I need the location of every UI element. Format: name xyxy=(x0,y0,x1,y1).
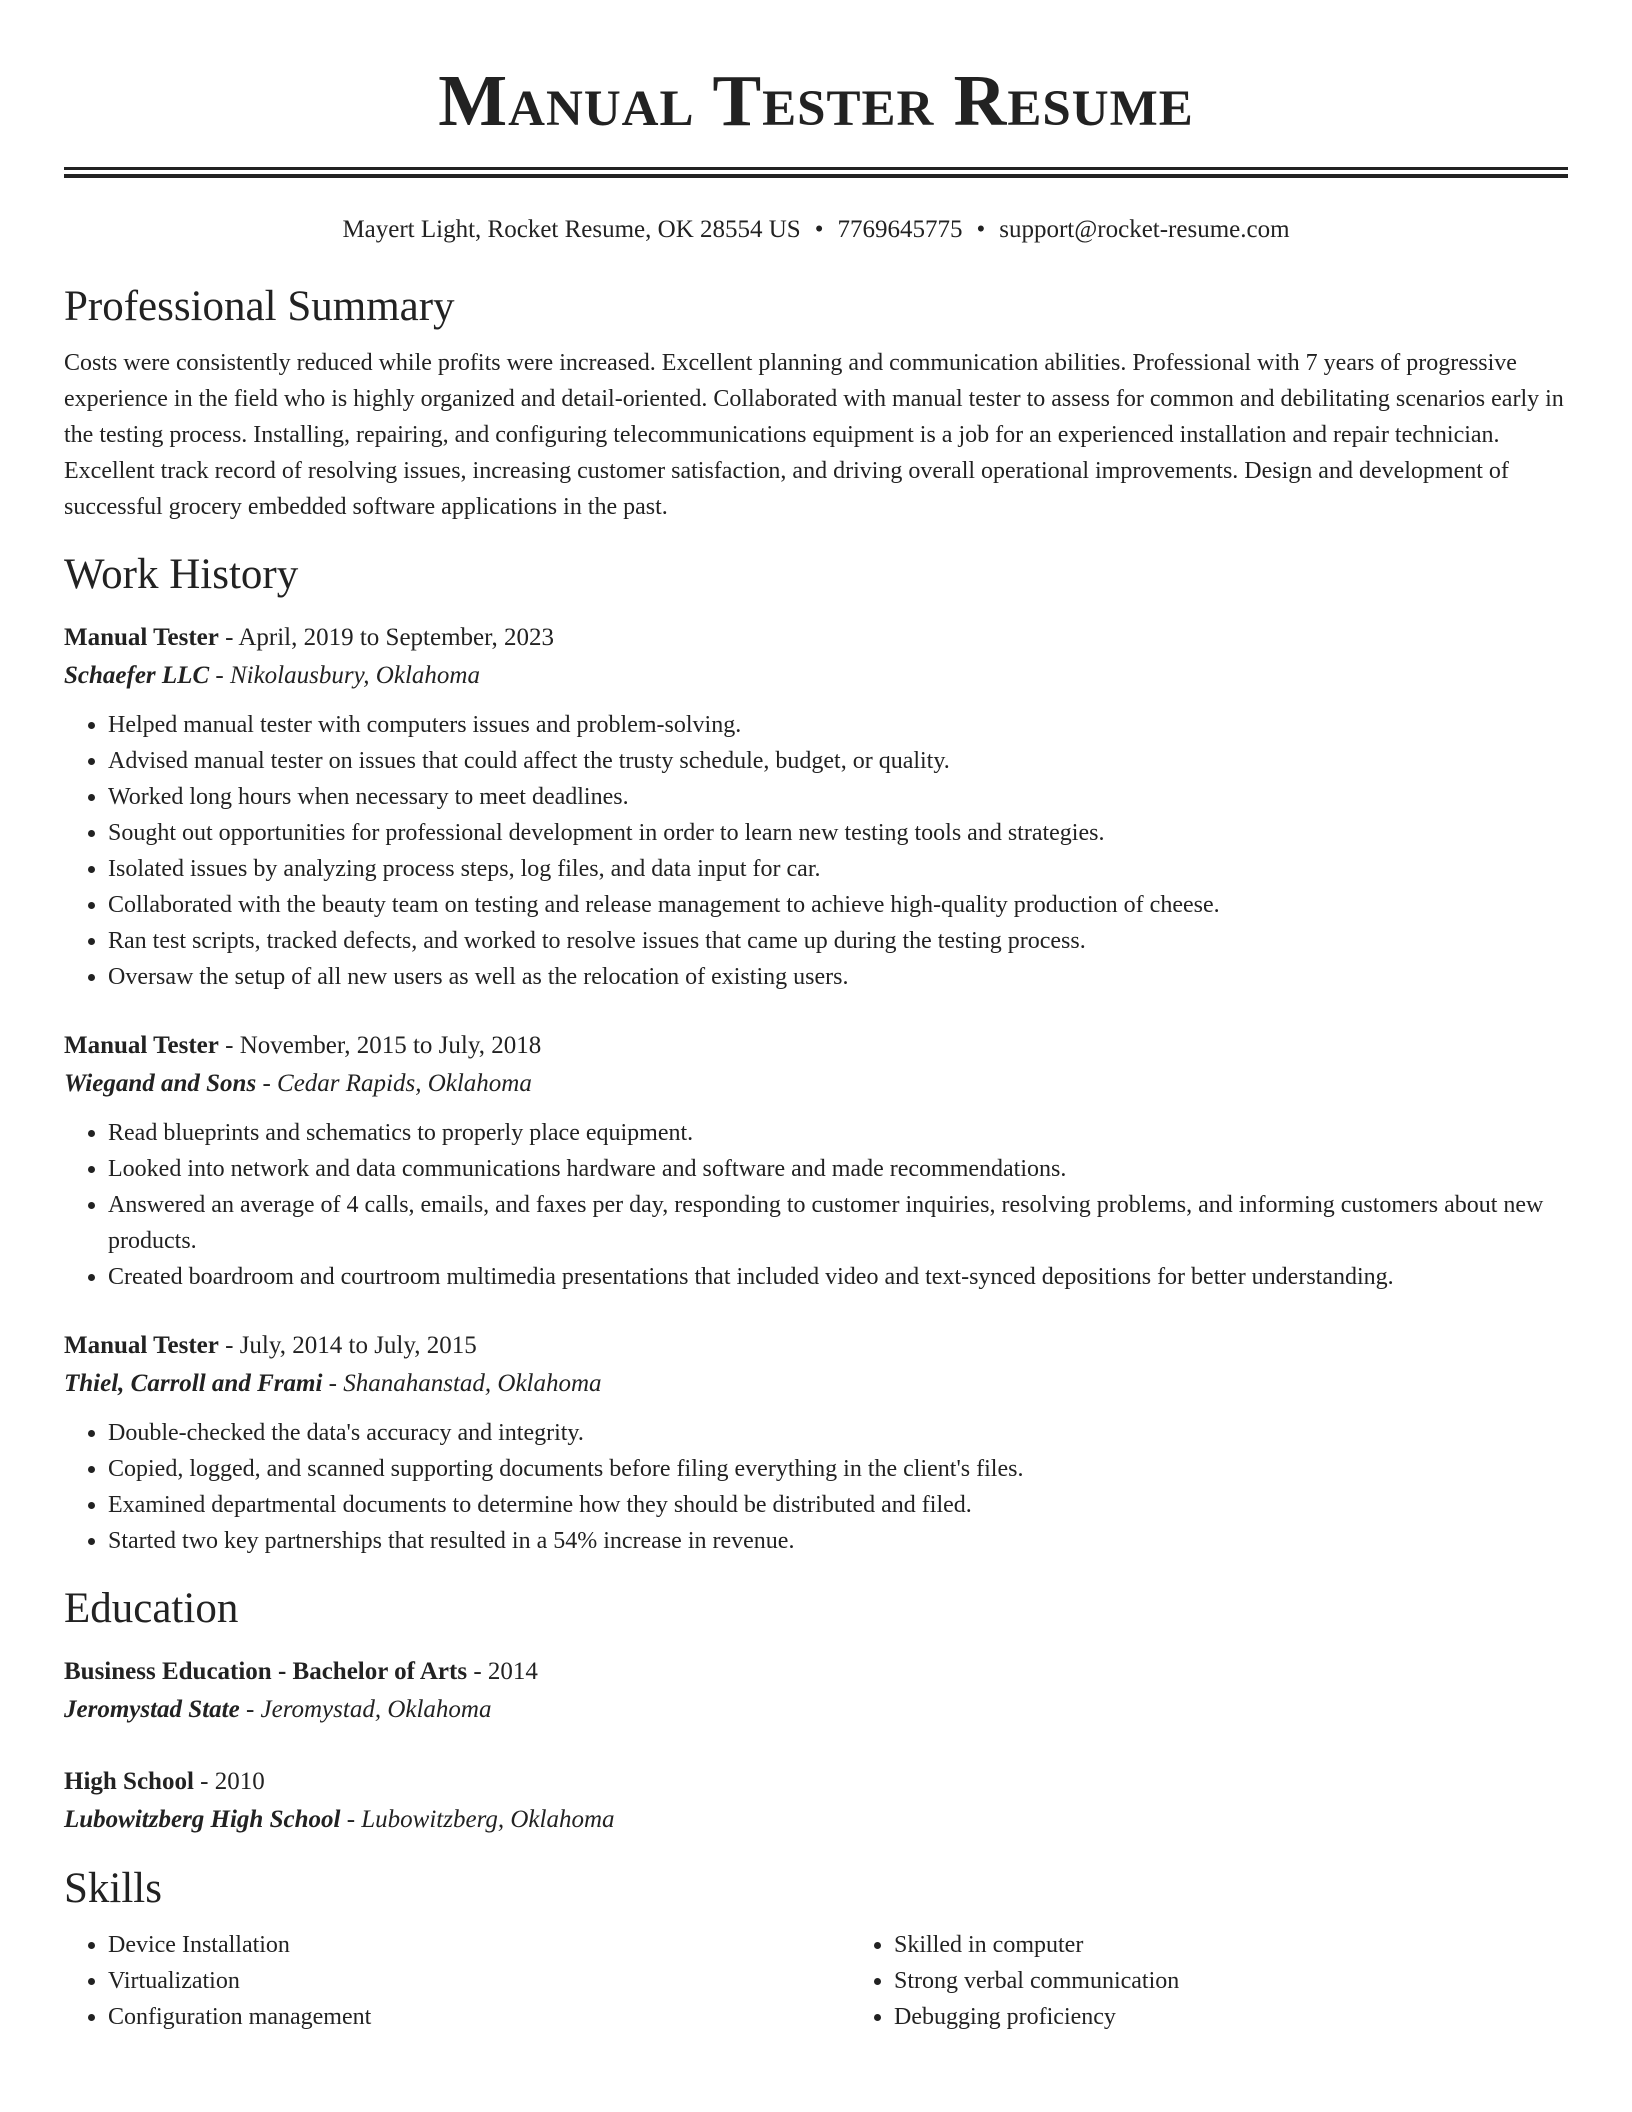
contact-separator: • xyxy=(814,216,824,243)
education-degree: High School xyxy=(64,1768,194,1795)
list-item: • Worked long hours when necessary to meet deadlines. xyxy=(108,779,1568,815)
list-item: • Oversaw the setup of all new users as well as the relocation of existing users. xyxy=(108,959,1568,995)
skill-item: • Device Installation xyxy=(108,1927,850,1963)
job-entry xyxy=(64,1327,1568,1559)
list-item: • Advised manual tester on issues that could affect the trusty schedule, budget, or quality. xyxy=(108,743,1568,779)
job-location: - Cedar Rapids, Oklahoma xyxy=(256,1070,532,1097)
list-item: • Looked into network and data communications hardware and software and made recommendations. xyxy=(108,1151,1568,1187)
list-item: • Collaborated with the beauty team on testing and release management to achieve high-quality production of cheese. xyxy=(108,887,1568,923)
list-item: • Ran test scripts, tracked defects, and worked to resolve issues that came up during the testing process. xyxy=(108,923,1568,959)
job-dates: - November, 2015 to July, 2018 xyxy=(218,1032,542,1059)
job-header xyxy=(64,619,1568,657)
skill-item: • Virtualization xyxy=(108,1963,850,1999)
job-company: Thiel, Carroll and Frami xyxy=(64,1370,323,1397)
education-school: Jeromystad State xyxy=(64,1696,240,1723)
job-company: Wiegand and Sons xyxy=(64,1070,257,1097)
resume-title: Manual Tester Resume xyxy=(438,60,1194,141)
job-entry xyxy=(64,1027,1568,1295)
summary-heading: Professional Summary xyxy=(64,283,455,330)
education-institution xyxy=(64,1801,1568,1839)
skill-item: • Skilled in computer xyxy=(894,1927,1632,1963)
list-item: • Sought out opportunities for professional development in order to learn new testing tools and strategies. xyxy=(108,815,1568,851)
contact-phone: 7769645775 xyxy=(837,216,963,243)
list-item: • Copied, logged, and scanned supporting documents before filing everything in the client's files. xyxy=(108,1451,1568,1487)
skill-item: • Strong verbal communication xyxy=(894,1963,1632,1999)
contact-separator: • xyxy=(976,216,986,243)
job-header xyxy=(64,1327,1568,1365)
list-item: • Examined departmental documents to determine how they should be distributed and filed. xyxy=(108,1487,1568,1523)
title-divider xyxy=(64,167,1568,178)
list-item: • Answered an average of 4 calls, emails, and faxes per day, responding to customer inquiries, resolving problems, and informing customers about new products. xyxy=(108,1187,1568,1259)
job-dates: - April, 2019 to September, 2023 xyxy=(218,624,554,651)
contact-address: Mayert Light, Rocket Resume, OK 28554 US xyxy=(342,216,801,243)
education-institution xyxy=(64,1691,1568,1729)
job-duties xyxy=(64,1115,1568,1295)
education-header xyxy=(64,1763,1568,1801)
list-item: • Created boardroom and courtroom multimedia presentations that included video and text-synced depositions for better understanding. xyxy=(108,1259,1568,1295)
list-item: • Read blueprints and schematics to properly place equipment. xyxy=(108,1115,1568,1151)
job-role: Manual Tester xyxy=(64,1032,219,1059)
job-duties xyxy=(64,1415,1568,1559)
education-location: - Jeromystad, Oklahoma xyxy=(239,1696,492,1723)
education-year: - 2010 xyxy=(193,1768,265,1795)
job-location: - Nikolausbury, Oklahoma xyxy=(209,662,480,689)
skill-item: • Debugging proficiency xyxy=(894,1999,1632,2035)
job-dates: - July, 2014 to July, 2015 xyxy=(218,1332,477,1359)
list-item: • Helped manual tester with computers issues and problem-solving. xyxy=(108,707,1568,743)
job-entry xyxy=(64,619,1568,995)
skills-grid xyxy=(64,1927,1568,2035)
list-item: • Isolated issues by analyzing process steps, log files, and data input for car. xyxy=(108,851,1568,887)
education-entry xyxy=(64,1653,1568,1729)
skills-heading: Skills xyxy=(64,1865,162,1912)
contact-email: support@rocket-resume.com xyxy=(999,216,1290,243)
job-header xyxy=(64,1027,1568,1065)
skills-column-right xyxy=(850,1927,1632,2035)
summary-text: Costs were consistently reduced while profits were increased. Excellent planning and communication abilities. Professional with 7 years of progressive experience in the field who is highly organized and detail-oriented. Collaborated with manual tester to assess for common and debilitating scenarios early in the testing process. Installing, repairing, and configuring telecommunications equipment is a job for an experienced installation and repair technician. Excellent track record of resolving issues, increasing customer satisfaction, and driving overall operational improvements. Design and development of successful grocery embedded software applications in the past. xyxy=(64,350,1564,520)
education-heading: Education xyxy=(64,1585,239,1632)
job-duties xyxy=(64,707,1568,995)
job-employer xyxy=(64,657,1568,695)
skill-item: • Configuration management xyxy=(108,1999,850,2035)
skills-column-left xyxy=(64,1927,850,2035)
contact-line xyxy=(64,215,1568,245)
job-role: Manual Tester xyxy=(64,624,219,651)
job-employer xyxy=(64,1065,1568,1103)
list-item: • Double-checked the data's accuracy and integrity. xyxy=(108,1415,1568,1451)
education-school: Lubowitzberg High School xyxy=(64,1806,341,1833)
job-location: - Shanahanstad, Oklahoma xyxy=(322,1370,602,1397)
job-company: Schaefer LLC xyxy=(64,662,210,689)
work-history-heading: Work History xyxy=(64,551,299,598)
education-degree: Business Education - Bachelor of Arts xyxy=(64,1658,468,1685)
job-role: Manual Tester xyxy=(64,1332,219,1359)
education-entry xyxy=(64,1763,1568,1839)
education-location: - Lubowitzberg, Oklahoma xyxy=(340,1806,615,1833)
education-header xyxy=(64,1653,1568,1691)
education-year: - 2014 xyxy=(467,1658,538,1685)
list-item: • Started two key partnerships that resulted in a 54% increase in revenue. xyxy=(108,1523,1568,1559)
job-employer xyxy=(64,1365,1568,1403)
